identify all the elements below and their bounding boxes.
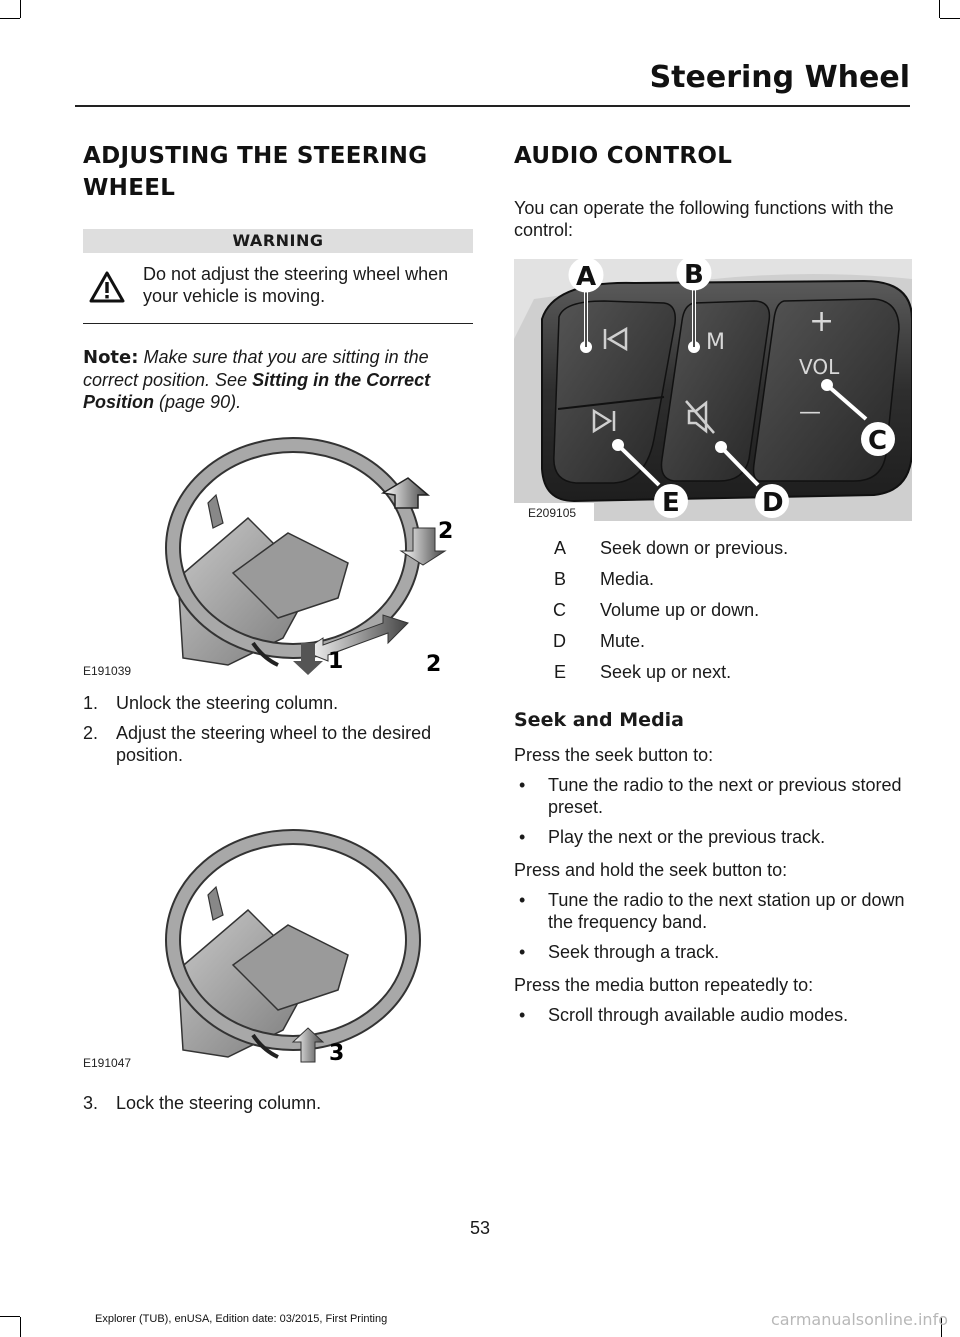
warning-label: WARNING [83, 229, 473, 253]
intro-text: You can operate the following functions with the control: [514, 198, 894, 240]
list-item [514, 941, 914, 963]
paragraph: Press and hold the seek button to: [514, 860, 788, 880]
bullet-icon: • [519, 1005, 526, 1025]
paragraph: Press the seek button to: [514, 745, 714, 765]
crop-mark [0, 18, 20, 19]
steering-figure-2 [83, 780, 473, 1070]
step-number: 1. [83, 693, 99, 713]
callout-2-bottom: 2 [426, 652, 442, 677]
svg-text:E: E [662, 488, 680, 518]
note-paragraph [83, 346, 473, 413]
legend-key: D [553, 631, 566, 651]
list-item [514, 889, 914, 933]
step-text: Adjust the steering wheel to the desired position. [116, 723, 432, 765]
bullet-text: Scroll through available audio modes. [548, 1005, 849, 1025]
legend-key: A [553, 538, 566, 558]
bullet-list [514, 1004, 914, 1026]
step-text: Unlock the steering column. [116, 693, 339, 713]
callout-b [677, 259, 711, 290]
bullet-text: Seek through a track. [548, 942, 720, 962]
warning-text: Do not adjust the steering wheel when your vehicle is moving. [143, 264, 449, 306]
right-column [514, 140, 914, 1034]
crop-mark [20, 1317, 21, 1337]
figure-id: E191039 [83, 664, 132, 678]
bullet-text: Tune the radio to the next station up or down the frequency band. [548, 890, 905, 932]
svg-text:C: C [868, 426, 888, 456]
bullet-list [514, 774, 914, 848]
header-divider [75, 105, 910, 107]
list-item [514, 537, 914, 559]
legend-list [514, 537, 914, 683]
paragraph: Press the media button repeatedly to: [514, 975, 814, 995]
steering-wheel-illustration-lock [83, 780, 473, 1070]
crop-mark [20, 0, 21, 18]
mode-button-label: M [706, 330, 725, 355]
svg-text:A: A [576, 262, 597, 292]
steering-wheel-illustration [83, 433, 473, 678]
warning-triangle-icon [89, 271, 125, 303]
steering-figure-1 [83, 433, 473, 678]
volume-label: VOL [799, 355, 840, 379]
steps-list-a [83, 692, 473, 766]
list-item [83, 692, 473, 714]
subheading-seek-media: Seek and Media [514, 709, 684, 731]
legend-key: B [553, 569, 566, 589]
figure-id: E209105 [528, 506, 577, 520]
heading-line-2: WHEEL [83, 175, 176, 201]
bullet-icon: • [519, 890, 526, 910]
footer-text: Explorer (TUB), enUSA, Edition date: 03/2015, First Printing [95, 1313, 388, 1325]
legend-text: Seek up or next. [600, 662, 732, 682]
bullet-text: Play the next or the previous track. [548, 827, 826, 847]
page-number: 53 [469, 1218, 491, 1238]
callout-c [861, 422, 895, 456]
list-item [83, 1092, 473, 1114]
left-column [83, 140, 473, 1122]
step-text: Lock the steering column. [116, 1093, 322, 1113]
legend-key: E [553, 662, 566, 682]
crop-mark [0, 1316, 20, 1317]
legend-text: Volume up or down. [600, 600, 760, 620]
note-text: Make sure that you are sitting in the correct position. See [83, 347, 429, 390]
page-header-title: Steering Wheel [649, 60, 910, 95]
audio-control-figure [514, 259, 912, 521]
section-heading-audio: AUDIO CONTROL [514, 143, 733, 169]
legend-text: Mute. [600, 631, 646, 651]
heading-line-1: ADJUSTING THE STEERING [83, 143, 428, 169]
watermark: carmanualsonline.info [770, 1310, 948, 1329]
bullet-list [514, 889, 914, 963]
audio-control-illustration [514, 259, 912, 521]
callout-2-top: 2 [438, 519, 454, 544]
volume-minus-label: — [799, 400, 821, 425]
bullet-icon: • [519, 942, 526, 962]
bullet-text: Tune the radio to the next or previous stored preset. [548, 775, 902, 817]
list-item [514, 826, 914, 848]
legend-text: Media. [600, 569, 655, 589]
volume-plus-label: + [809, 304, 835, 339]
list-item [514, 661, 914, 683]
callout-e [654, 484, 688, 518]
bullet-icon: • [519, 827, 526, 847]
warning-box [83, 253, 473, 324]
step-number: 3. [83, 1093, 99, 1113]
note-link[interactable]: Sitting in the Correct Position [83, 370, 431, 412]
svg-text:D: D [762, 488, 784, 518]
callout-3: 3 [329, 1041, 345, 1066]
legend-text: Seek down or previous. [600, 538, 789, 558]
svg-text:B: B [684, 260, 704, 290]
callout-1: 1 [328, 649, 344, 674]
callout-a [569, 259, 603, 292]
note-label: Note: [83, 347, 139, 368]
adjust-arrow-horizontal [303, 615, 408, 661]
callout-d [755, 484, 789, 518]
crop-mark [940, 18, 960, 19]
list-item [514, 568, 914, 590]
crop-mark [939, 0, 940, 18]
list-item [514, 774, 914, 818]
list-item [514, 1004, 914, 1026]
step-number: 2. [83, 723, 99, 743]
bullet-icon: • [519, 775, 526, 795]
figure-id: E191047 [83, 1056, 132, 1070]
legend-key: C [553, 600, 566, 620]
section-heading-adjusting [83, 140, 473, 204]
note-page-ref: (page 90). [159, 392, 242, 412]
steps-list-b [83, 1092, 473, 1114]
list-item [514, 630, 914, 652]
list-item [514, 599, 914, 621]
list-item [83, 722, 473, 766]
